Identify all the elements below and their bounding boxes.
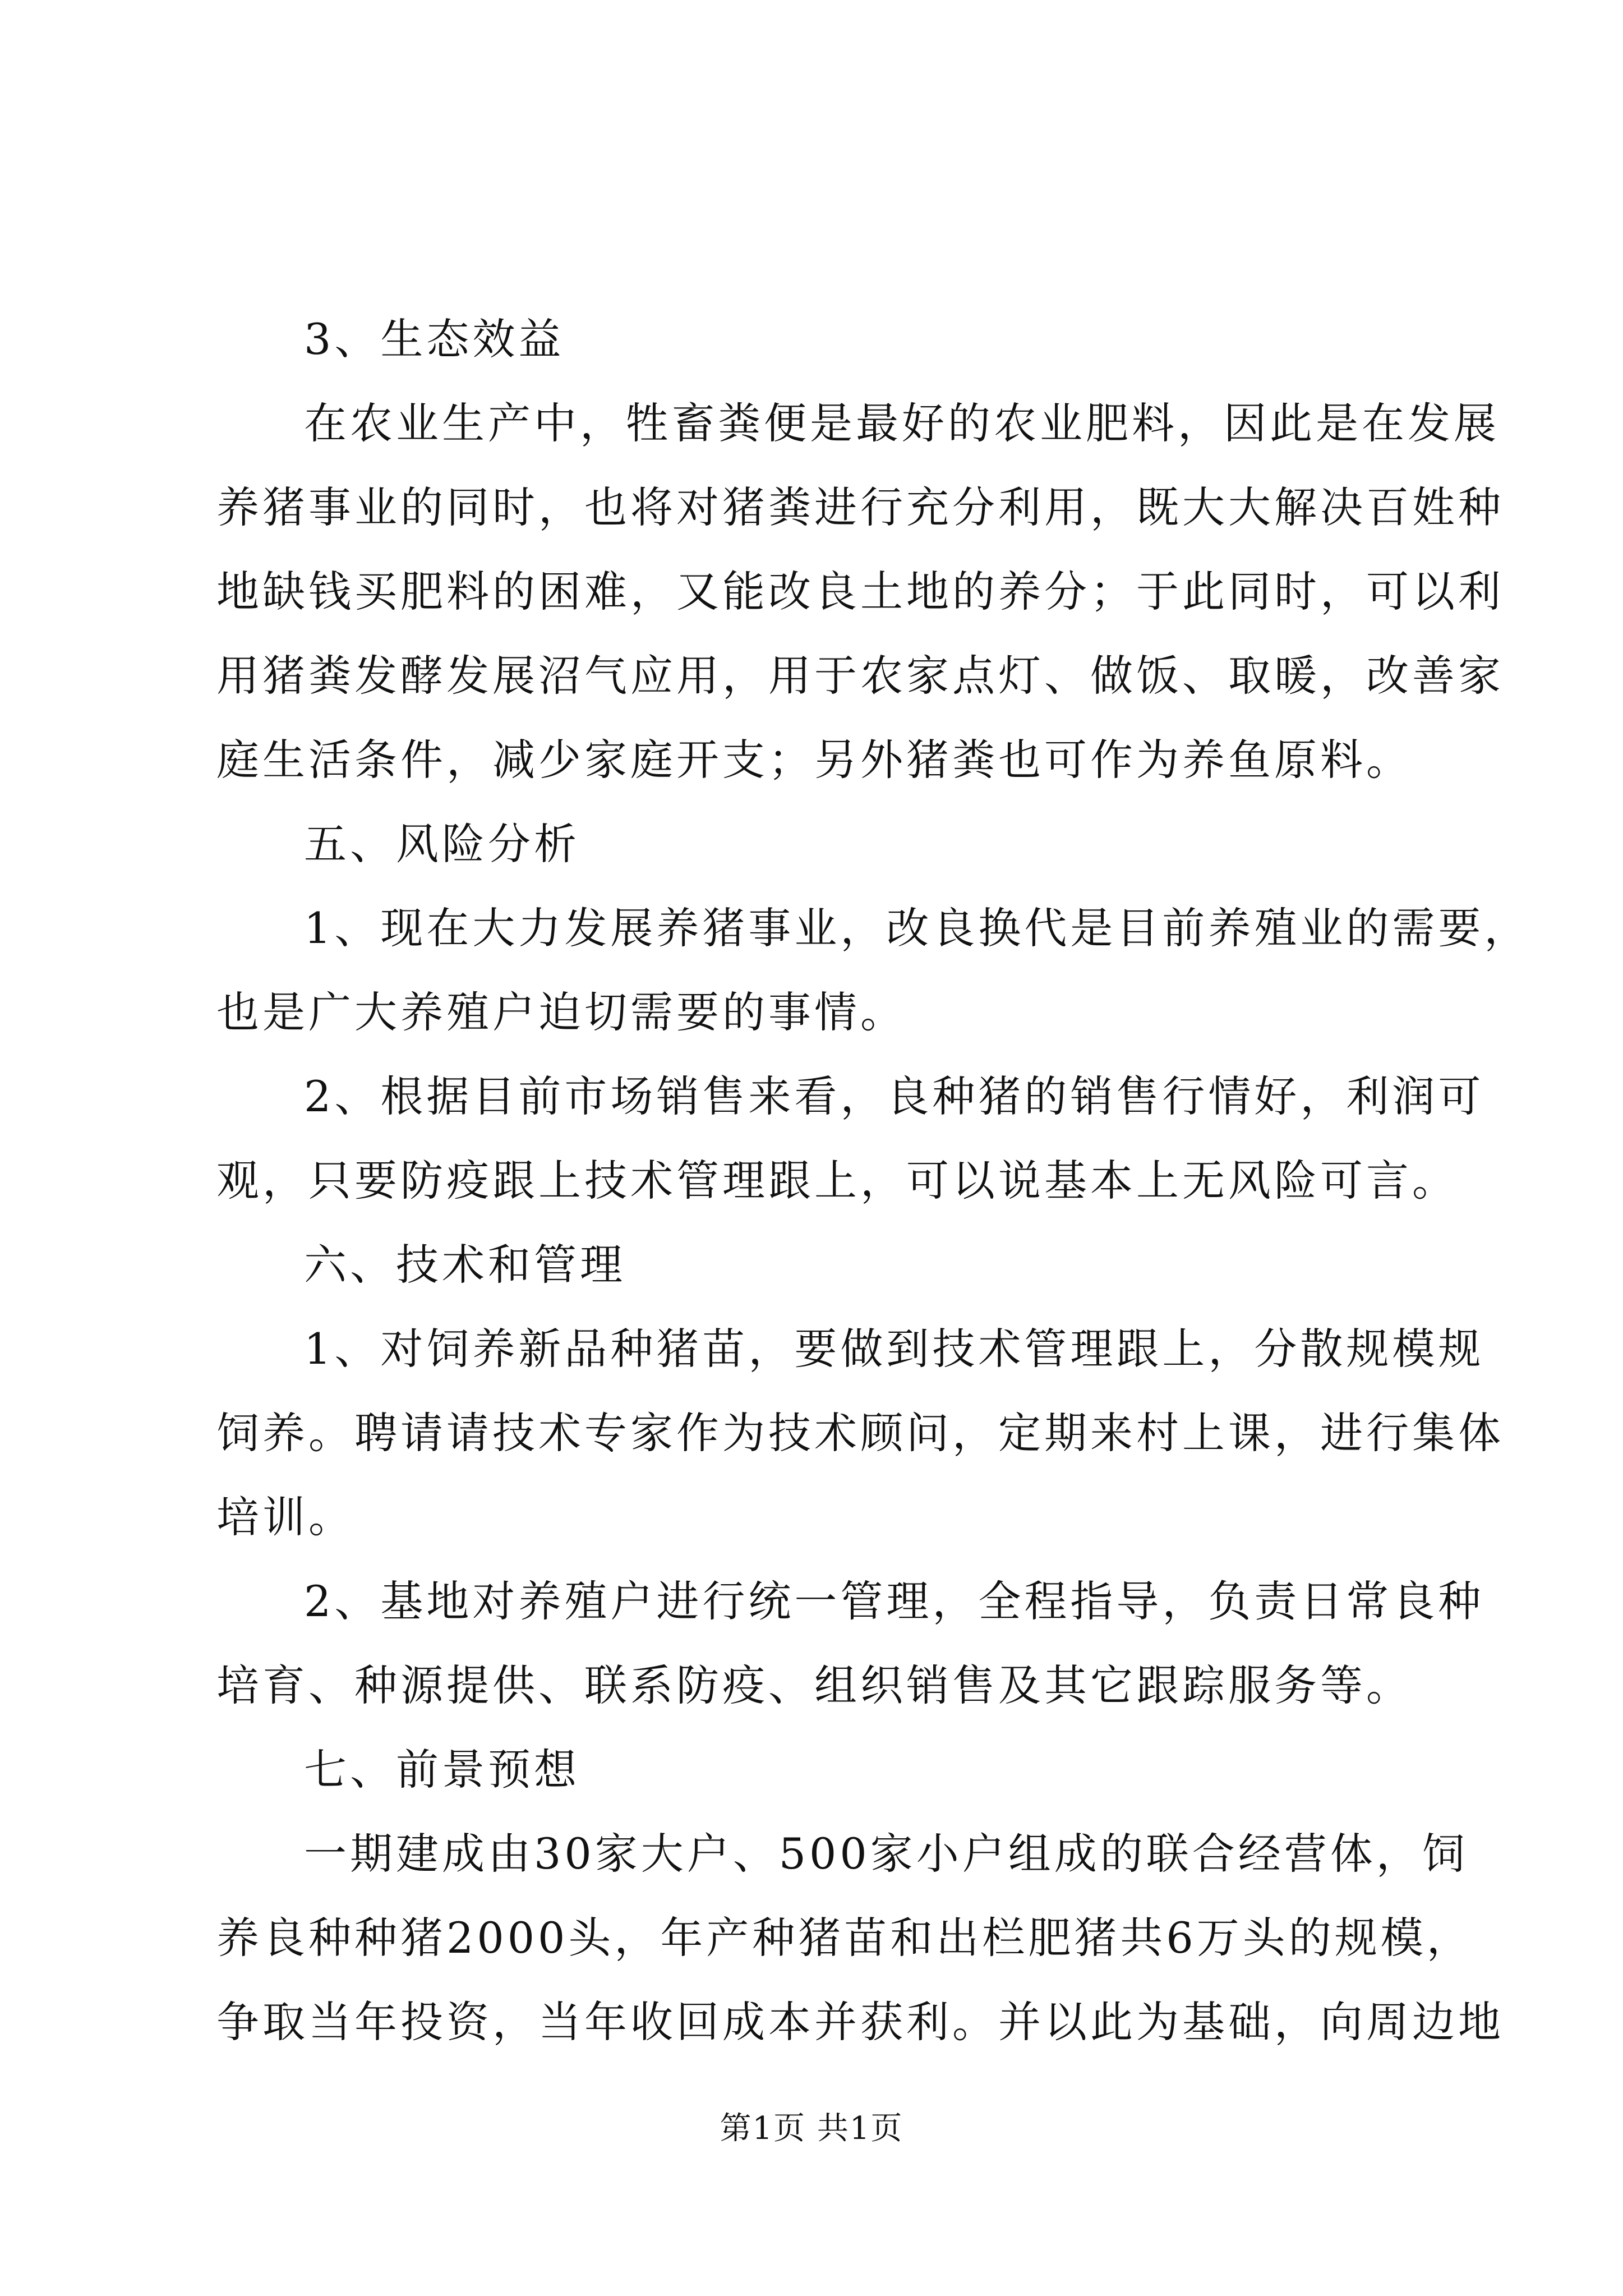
text-line: 一期建成由30家大户、500家小户组成的联合经营体，饲 <box>304 1829 1468 1879</box>
text-line: 3、生态效益 <box>304 314 565 364</box>
page-footer: 第1页 共1页 <box>720 2110 903 2147</box>
text-line: 养良种种猪2000头，年产种猪苗和出栏肥猪共6万头的规模， <box>216 1913 1473 1963</box>
text-line: 1、对饲养新品种猪苗，要做到技术管理跟上，分散规模规 <box>304 1324 1484 1374</box>
text-line: 2、基地对养殖户进行统一管理，全程指导，负责日常良种 <box>304 1576 1484 1626</box>
document-body <box>216 297 1530 2064</box>
text-line: 养猪事业的同时，也将对猪粪进行充分利用，既大大解决百姓种 <box>216 482 1504 532</box>
text-line: 也是广大养殖户迫切需要的事情。 <box>216 987 906 1037</box>
text-line: 2、根据目前市场销售来看，良种猪的销售行情好，利润可 <box>304 1071 1484 1121</box>
text-line: 七、前景预想 <box>304 1745 580 1795</box>
text-line: 用猪粪发酵发展沼气应用，用于农家点灯、做饭、取暖，改善家 <box>216 651 1504 701</box>
text-line: 饲养。聘请请技术专家作为技术顾问，定期来村上课，进行集体 <box>216 1408 1504 1458</box>
text-line: 五、风险分析 <box>304 819 580 869</box>
text-line: 争取当年投资，当年收回成本并获利。并以此为基础，向周边地 <box>216 1997 1504 2047</box>
text-line: 培训。 <box>216 1492 354 1542</box>
text-line: 培育、种源提供、联系防疫、组织销售及其它跟踪服务等。 <box>216 1660 1412 1710</box>
text-line: 观，只要防疫跟上技术管理跟上，可以说基本上无风险可言。 <box>216 1156 1458 1205</box>
text-line: 在农业生产中，牲畜粪便是最好的农业肥料，因此是在发展 <box>304 398 1500 448</box>
text-line: 1、现在大力发展养猪事业，改良换代是目前养殖业的需要， <box>304 903 1530 953</box>
text-line: 六、技术和管理 <box>304 1240 626 1290</box>
text-line: 庭生活条件，减少家庭开支；另外猪粪也可作为养鱼原料。 <box>216 735 1412 785</box>
text-line: 地缺钱买肥料的困难，又能改良土地的养分；于此同时，可以利 <box>216 567 1504 616</box>
